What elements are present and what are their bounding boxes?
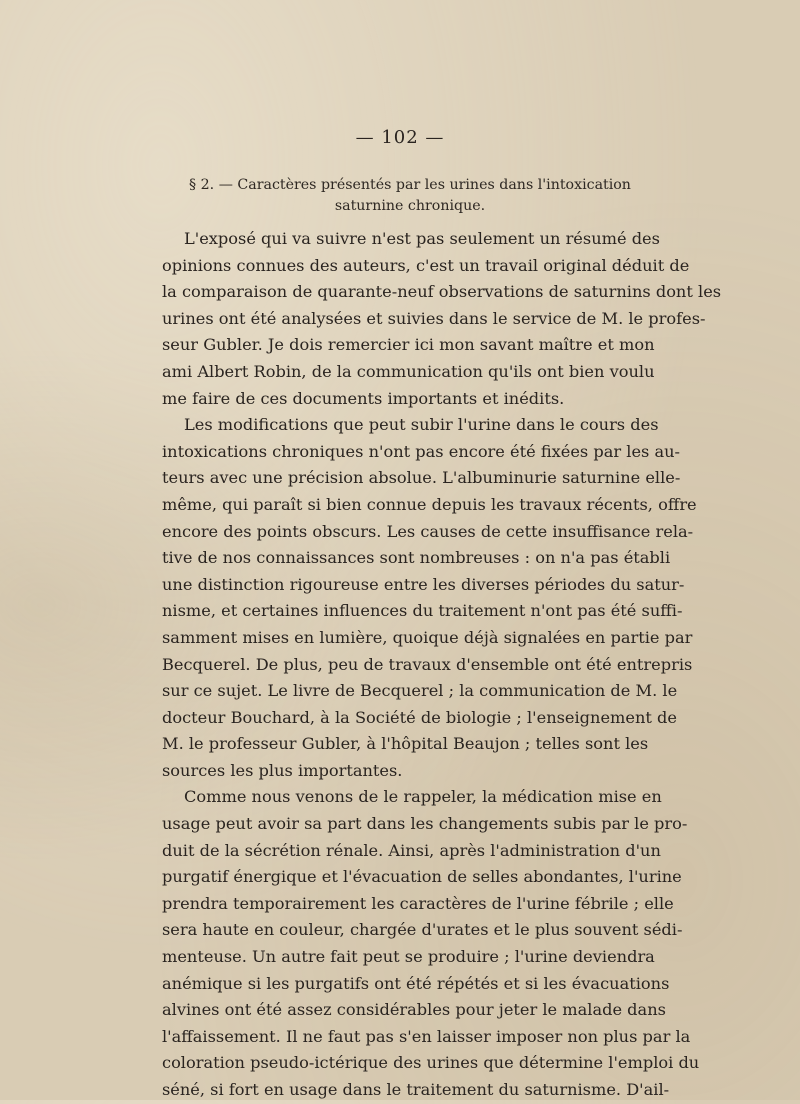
paragraph-3-line-3: duit de la sécrétion rénale. Ainsi, après l'administration d'un <box>162 840 661 860</box>
paragraph-3-line-10: l'affaissement. Il ne faut pas s'en laisser imposer non plus par la <box>162 1026 691 1046</box>
section-heading-line-1: § 2. — Caractères présentés par les urines dans l'intoxication <box>189 177 631 193</box>
paragraph-2-line-6: tive de nos connaissances sont nombreuses : on n'a pas établi <box>162 548 671 568</box>
paragraph-2-line-12: docteur Bouchard, à la Société de biologie ; l'enseignement de <box>162 707 677 727</box>
paragraph-2-line-14: sources les plus importantes. <box>162 760 403 780</box>
paragraph-1-line-5: seur Gubler. Je dois remercier ici mon savant maître et mon <box>162 335 655 355</box>
paragraph-1-line-3: la comparaison de quarante-neuf observations de saturnins dont les <box>162 282 722 302</box>
paragraph-2-line-1: Les modifications que peut subir l'urine dans le cours des <box>184 415 659 435</box>
paragraph-2-line-5: encore des points obscurs. Les causes de cette insuffisance rela- <box>162 521 694 541</box>
body-text <box>162 226 722 1104</box>
paragraph-3-line-9: alvines ont été assez considérables pour jeter le malade dans <box>162 1000 666 1020</box>
paragraph-2-line-4: même, qui paraît si bien connue depuis les travaux récents, offre <box>162 494 697 514</box>
paragraph-2-line-3: teurs avec une précision absolue. L'albuminurie saturnine elle- <box>162 468 681 488</box>
paragraph-2-line-7: une distinction rigoureuse entre les diverses périodes du satur- <box>162 574 685 594</box>
paragraph-3-line-4: purgatif énergique et l'évacuation de selles abondantes, l'urine <box>162 867 682 887</box>
paragraph-3-line-2: usage peut avoir sa part dans les changements subis par le pro- <box>162 814 688 834</box>
paragraph-1-line-1: L'exposé qui va suivre n'est pas seulement un résumé des <box>184 229 660 248</box>
paragraph-3-line-7: menteuse. Un autre fait peut se produire ; l'urine deviendra <box>162 947 655 967</box>
paragraph-1-line-7: me faire de ces documents importants et inédits. <box>162 388 565 408</box>
page-number: — 102 — <box>355 127 445 148</box>
paragraph-2-line-11: sur ce sujet. Le livre de Becquerel ; la communication de M. le <box>162 681 678 701</box>
paragraph-3-line-1: Comme nous venons de le rappeler, la médication mise en <box>184 787 662 807</box>
paragraph-2-line-9: samment mises en lumière, quoique déjà signalées en partie par <box>162 627 693 647</box>
paragraph-3-line-12: séné, si fort en usage dans le traitement du saturnisme. D'ail- <box>162 1080 670 1099</box>
paragraph-3-line-5: prendra temporairement les caractères de l'urine fébrile ; elle <box>162 893 674 913</box>
paragraph-3-line-11: coloration pseudo-ictérique des urines que détermine l'emploi du <box>162 1053 700 1073</box>
paragraph-2-line-10: Becquerel. De plus, peu de travaux d'ensemble ont été entrepris <box>162 654 693 674</box>
paragraph-2-line-8: nisme, et certaines influences du traitement n'ont pas été suffi- <box>162 601 683 621</box>
paragraph-3-line-6: sera haute en couleur, chargée d'urates et le plus souvent sédi- <box>162 920 683 940</box>
section-heading-line-2: saturnine chronique. <box>334 198 486 214</box>
paragraph-3-line-8: anémique si les purgatifs ont été répétés et si les évacuations <box>162 973 670 993</box>
section-heading <box>160 175 660 217</box>
paragraph-1-line-4: urines ont été analysées et suivies dans le service de M. le profes- <box>162 308 706 328</box>
paragraph-2-line-13: M. le professeur Gubler, à l'hôpital Beaujon ; telles sont les <box>162 734 649 754</box>
paragraph-2-line-2: intoxications chroniques n'ont pas encore été fixées par les au- <box>162 441 681 461</box>
paragraph-1-line-6: ami Albert Robin, de la communication qu'ils ont bien voulu <box>162 361 655 381</box>
paragraph-1-line-2: opinions connues des auteurs, c'est un travail original déduit de <box>162 255 690 275</box>
